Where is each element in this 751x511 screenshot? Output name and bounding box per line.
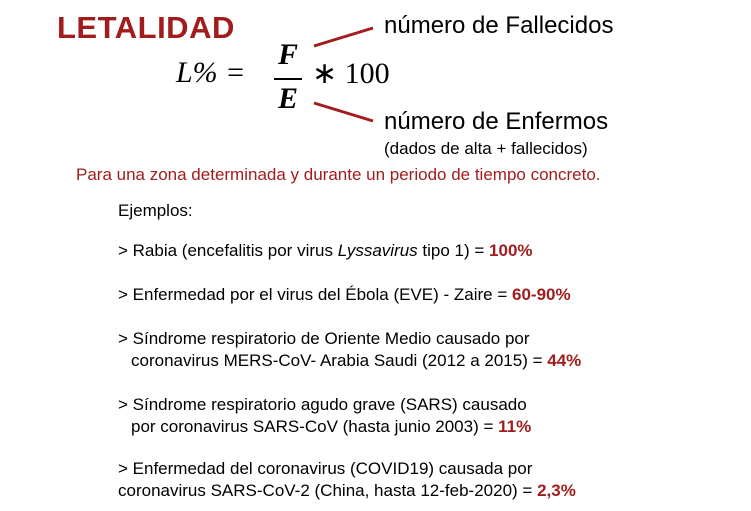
example-mers	[118, 328, 581, 372]
example-value: 2,3%	[537, 481, 576, 500]
example-text: coronavirus MERS-CoV- Arabia Saudi (2012 a 2015) =	[131, 351, 548, 370]
context-note: Para una zona determinada y durante un periodo de tiempo concreto.	[76, 165, 601, 184]
label-enfermos: número de Enfermos	[384, 108, 609, 135]
example-text: > Enfermedad del coronavirus (COVID19) causada por	[118, 459, 533, 478]
label-enfermos-note: (dados de alta + fallecidos)	[384, 139, 588, 158]
examples-heading: Ejemplos:	[118, 201, 193, 220]
example-text: coronavirus SARS-CoV-2 (China, hasta 12-feb-2020) =	[118, 481, 538, 500]
example-text: > Rabia (encefalitis por virus	[118, 241, 338, 260]
pointer-line-fallecidos	[314, 28, 373, 46]
formula-lhs: L% =	[176, 56, 246, 89]
example-text: > Enfermedad por el virus del Ébola (EVE) - Zaire =	[118, 285, 513, 304]
example-value: 11%	[498, 417, 532, 436]
label-fallecidos: número de Fallecidos	[384, 12, 614, 39]
formula-denominator: E	[277, 82, 298, 115]
example-italic: Lyssavirus	[337, 241, 418, 260]
example-line2	[118, 480, 576, 502]
example-value: 60-90%	[512, 285, 571, 304]
example-value: 44%	[547, 351, 582, 370]
example-ebola	[118, 284, 571, 306]
page-title: LETALIDAD	[57, 10, 235, 45]
example-text: por coronavirus SARS-CoV (hasta junio 2003) =	[131, 417, 499, 436]
example-rabia	[118, 240, 533, 262]
example-text: > Síndrome respiratorio de Oriente Medio causado por	[118, 329, 530, 348]
formula-rhs: ∗ 100	[312, 57, 390, 90]
example-line2	[118, 350, 581, 372]
example-text: > Síndrome respiratorio agudo grave (SARS) causado	[118, 395, 527, 414]
example-covid19	[118, 458, 576, 502]
pointer-line-enfermos	[314, 103, 373, 121]
example-sars	[118, 394, 531, 438]
formula-numerator: F	[277, 38, 298, 71]
example-value: 100%	[489, 241, 533, 260]
example-line2	[118, 416, 531, 438]
example-text: tipo 1) =	[417, 241, 490, 260]
